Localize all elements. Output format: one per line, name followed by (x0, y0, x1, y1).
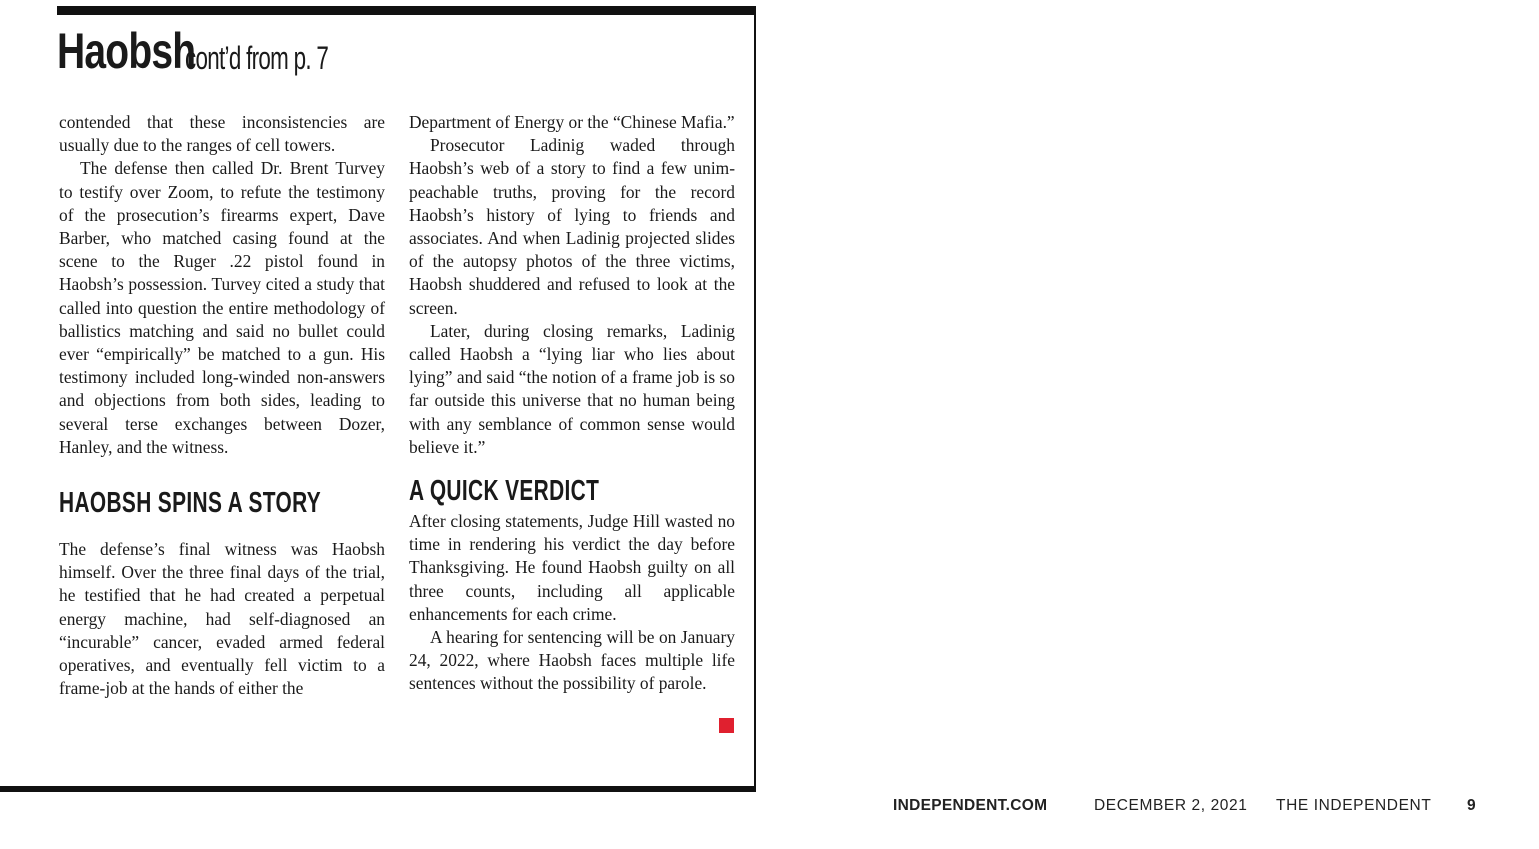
top-rule (57, 6, 756, 15)
paragraph: The defense’s final witness was Haobsh himself. Over the three final days of the trial, he testified that he had created a perpetual energy machine, had self-diagnosed an “incurable” cancer, evaded armed federal operatives, and eventually fell victim to a frame-job at the hands of either the (59, 539, 385, 699)
article-column-2 (409, 111, 735, 696)
paragraph: Prosecutor Ladinig waded through Haobsh’s web of a story to find a few unimpeachable truths, proving for the record Haobsh’s history of lying to friends and associates. And when Ladinig projected slides of the autopsy photos of the three victims, Haobsh shuddered and refused to look at the screen. (409, 135, 735, 318)
article-column-1 (59, 111, 385, 700)
headline-name: Haobsh (57, 23, 196, 79)
paragraph: After closing statements, Judge Hill wasted no time in rendering his verdict the day before Thanksgiving. He found Haobsh guilty on all three counts, including all applicable enhancements for each crime. (409, 511, 735, 624)
headline (57, 23, 329, 79)
bottom-rule (0, 786, 756, 792)
end-mark-icon (719, 718, 734, 733)
paragraph: contended that these inconsistencies are usually due to the ranges of cell towers. (59, 112, 385, 156)
footer-date: DECEMBER 2, 2021 (1094, 797, 1248, 814)
paragraph: Later, during closing remarks, Ladinig called Haobsh a “lying liar who lies about lying” and said “the notion of a frame job is so far outside this universe that no human being with any semblance of common sense would believe it.” (409, 320, 735, 457)
subhead-quick-verdict: A QUICK VERDICT (409, 475, 600, 508)
continued-from-label: cont’d from p. 7 (185, 40, 329, 76)
right-rule (754, 6, 756, 792)
paragraph: The defense then called Dr. Brent Turvey to testify over Zoom, to refute the testimony of the prosecution’s firearms expert, Dave Barber, who matched casing found at the scene to the Ruger .22 pistol found in Haobsh’s possession. Turvey cited a study that called into question the entire methodology of ballistics matching and said no bullet could ever “empirically” be matched to a gun. His testimony included long-winded non-answers and objections from both sides, leading to several terse exchanges between Dozer, Hanley, and the witness. (59, 158, 385, 457)
page-number: 9 (1467, 797, 1477, 814)
footer-site: INDEPENDENT.COM (893, 797, 1048, 814)
footer-publication: THE INDEPENDENT (1276, 797, 1432, 814)
subhead-haobsh-spins: HAOBSH SPINS A STORY (59, 487, 322, 520)
paragraph: Department of Energy or the “Chinese Mafia.” (409, 112, 735, 132)
paragraph: A hearing for sentencing will be on January 24, 2022, where Haobsh faces multiple life sentences without the possibility of parole. (409, 627, 735, 694)
